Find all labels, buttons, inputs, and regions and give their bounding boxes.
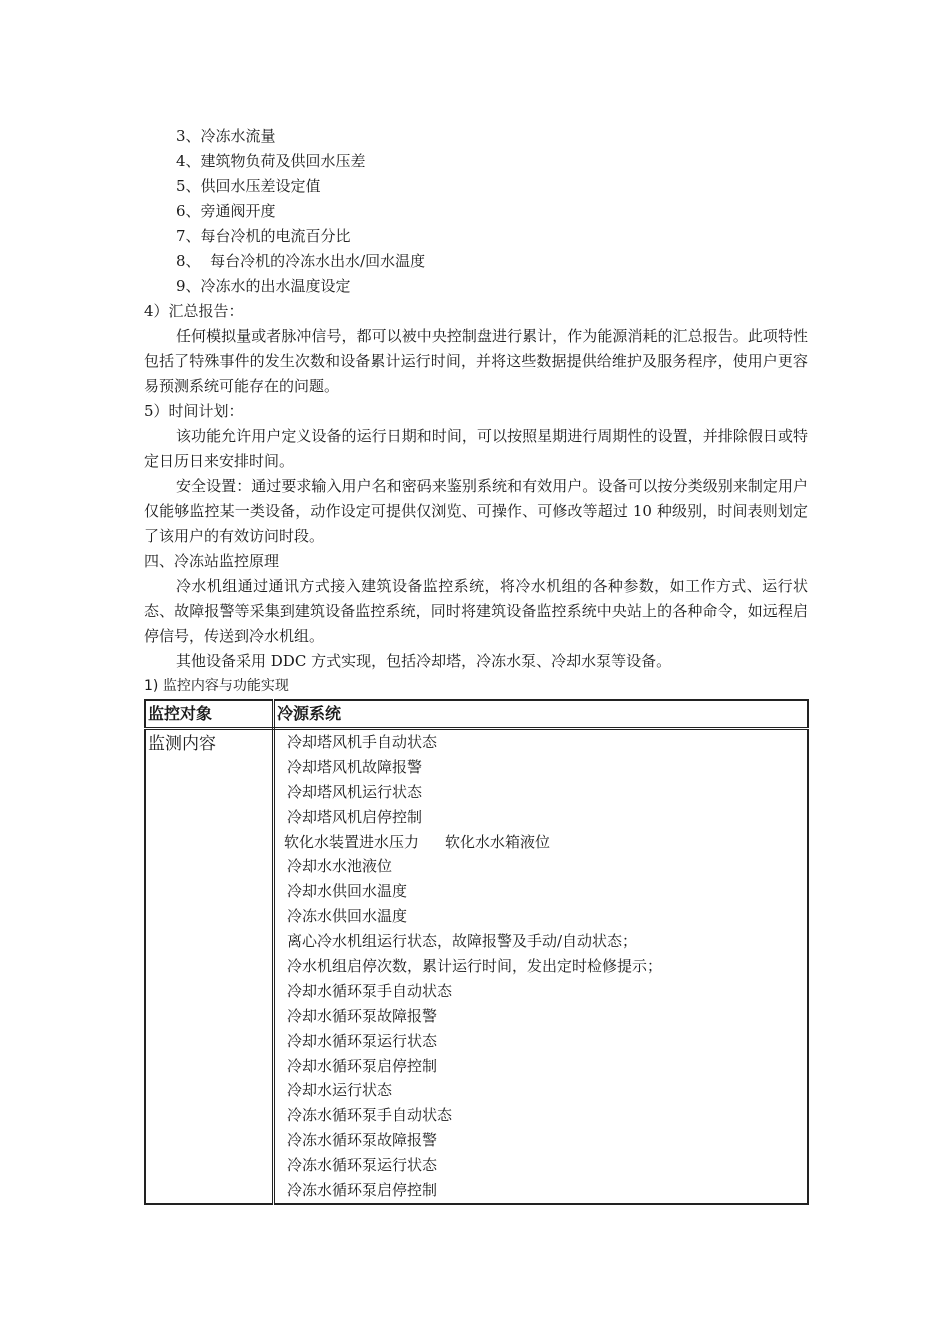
document-body: [144, 124, 808, 1205]
monitor-item: 冷却塔风机运行状态: [287, 782, 423, 801]
monitor-item: 冷冻水循环泵运行状态: [287, 1156, 438, 1175]
time-schedule-heading: 5）时间计划：: [144, 402, 244, 420]
monitor-item: 冷冻水供回水温度: [287, 907, 408, 926]
monitor-item: 冷却水运行状态: [287, 1081, 393, 1100]
monitor-item: 冷却水循环泵运行状态: [287, 1031, 438, 1050]
monitor-item: 离心冷水机组运行状态，故障报警及手动/自动状态；: [287, 932, 638, 951]
table-caption: 1) 监控内容与功能实现: [144, 678, 289, 694]
monitor-item: 冷却水循环泵手自动状态: [287, 981, 453, 1000]
header-monitor-object: 监控对象: [145, 700, 274, 729]
chiller-station-paragraph: 冷水机组通过通讯方式接入建筑设备监控系统，将冷水机组的各种参数，如工作方式、运行状态、故障报警等采集到建筑设备监控系统，同时将建筑设备监控系统中央站上的各种命令，如远程启停信号，传送到冷水机组。: [144, 577, 808, 645]
row-label-monitoring-content: 监测内容: [145, 729, 274, 1204]
summary-report-heading: 4）汇总报告：: [144, 302, 244, 320]
monitor-item: 冷冻水循环泵手自动状态: [287, 1106, 453, 1125]
list-item: 5、供回水压差设定值: [176, 177, 321, 195]
ddc-paragraph: 其他设备采用 DDC 方式实现，包括冷却塔，冷冻水泵、冷却水泵等设备。: [176, 652, 672, 670]
chiller-station-heading: 四、冷冻站监控原理: [144, 552, 280, 570]
list-item: 9、冷冻水的出水温度设定: [176, 277, 351, 295]
monitor-item: 冷却水水池液位: [287, 857, 393, 876]
list-item: 3、冷冻水流量: [176, 127, 276, 145]
table-row: [145, 729, 808, 1204]
monitoring-table: [144, 699, 809, 1205]
header-cold-source-system: 冷源系统: [274, 700, 809, 729]
monitor-item: 冷却水循环泵启停控制: [287, 1056, 438, 1075]
monitoring-items-cell: [274, 729, 809, 1204]
monitor-item-pair: [275, 830, 807, 855]
table-header-row: [145, 700, 808, 729]
monitor-item: 冷冻水循环泵故障报警: [287, 1131, 438, 1150]
monitor-item: 冷却塔风机手自动状态: [287, 733, 438, 751]
monitor-item: 软化水水箱液位: [445, 832, 551, 851]
monitor-item: 冷却塔风机故障报警: [287, 757, 423, 776]
time-schedule-paragraph: 该功能允许用户定义设备的运行日期和时间，可以按照星期进行周期性的设置，并排除假日或特定日历日来安排时间。: [144, 427, 808, 470]
monitor-item: 冷却塔风机启停控制: [287, 807, 423, 826]
summary-report-paragraph: 任何模拟量或者脉冲信号，都可以被中央控制盘进行累计，作为能源消耗的汇总报告。此项特性包括了特殊事件的发生次数和设备累计运行时间，并将这些数据提供给维护及服务程序，使用户更容易预测系统可能存在的问题。: [144, 327, 808, 395]
monitor-item: 冷却水供回水温度: [287, 882, 408, 901]
list-item: 7、每台冷机的电流百分比: [176, 227, 351, 245]
list-item: 4、建筑物负荷及供回水压差: [176, 152, 366, 170]
security-settings-paragraph: 安全设置：通过要求输入用户名和密码来鉴别系统和有效用户。设备可以按分类级别来制定用户仅能够监控某一类设备，动作设定可提供仅浏览、可操作、可修改等超过 10 种级别，时间表则划定了该用户的有效访问时段。: [144, 477, 808, 545]
list-item: 8、 每台冷机的冷冻水出水/回水温度: [176, 252, 426, 270]
monitor-item: 冷水机组启停次数，累计运行时间，发出定时检修提示；: [287, 957, 663, 976]
numbered-list: [144, 124, 808, 299]
monitor-item: 冷却水循环泵故障报警: [287, 1006, 438, 1025]
list-item: 6、旁通阀开度: [176, 202, 276, 220]
monitor-item: 软化水装置进水压力: [284, 832, 420, 851]
monitor-item: 冷冻水循环泵启停控制: [287, 1181, 438, 1200]
